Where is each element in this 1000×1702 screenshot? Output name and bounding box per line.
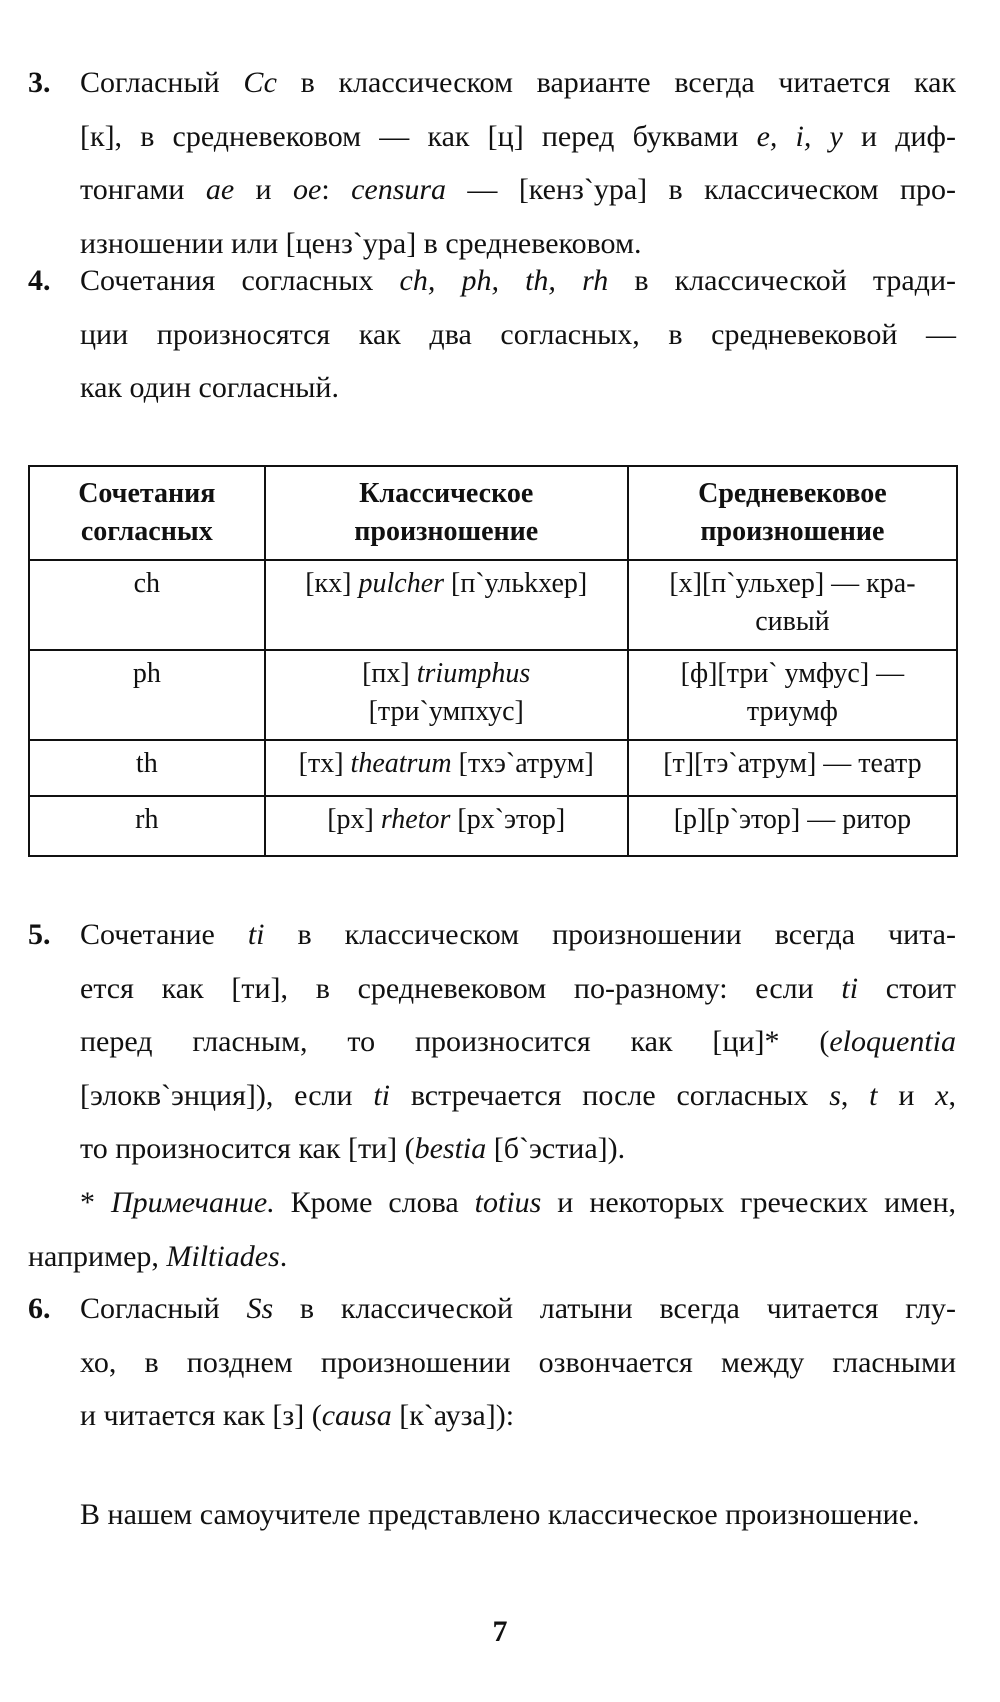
table-row [29, 796, 957, 856]
text-line: то произносится как [ти] (bestia [б`эстиа]). [80, 1132, 626, 1165]
footnote: * Примечание. Кроме слова totius и некоторых греческих имен, например, Miltiades. [28, 1186, 956, 1273]
combo-cell: rh [29, 796, 265, 856]
classic-cell: [тх] theatrum [тхэ`атрум] [265, 740, 628, 796]
header-medieval: Средневековое произношение [628, 466, 957, 560]
rule-number: 3. [28, 66, 51, 99]
rule-number: 6. [28, 1292, 51, 1325]
text-line: как один согласный. [80, 371, 339, 404]
table-row [29, 740, 957, 796]
rule-text [80, 1282, 956, 1443]
table-row [29, 650, 957, 740]
text-line: Сочетания согласных ch, ph, th, rh в классической тради- [80, 264, 956, 297]
conclusion-paragraph: В нашем самоучителе представлено классическое произношение. [80, 1498, 920, 1531]
combo-cell: ch [29, 560, 265, 650]
rule-text [80, 908, 956, 1176]
header-combinations: Сочетания согласных [29, 466, 265, 560]
table-header-row [29, 466, 957, 560]
table-row [29, 560, 957, 650]
medieval-cell: [т][тэ`атрум] — театр [628, 740, 957, 796]
rule-6 [28, 1282, 956, 1443]
classic-cell: [кх] pulcher [п`ульkхер] [265, 560, 628, 650]
text-line: ется как [ти], в средневековом по-разному: если ti стоит [80, 971, 956, 1005]
rule-4 [28, 254, 956, 415]
rule-3 [28, 56, 956, 270]
header-classic: Классическое произношение [265, 466, 628, 560]
medieval-cell: [р][р`этор] — ритор [628, 796, 957, 856]
text-line: Согласный Сс в классическом варианте всегда читается как [80, 66, 956, 99]
rule-number: 4. [28, 264, 51, 297]
consonant-table [28, 465, 958, 857]
text-line: ции произносятся как два согласных, в средневековой — [80, 317, 956, 351]
page-number: 7 [492, 1615, 508, 1648]
rule-text [80, 254, 956, 415]
medieval-cell: [ф][три` умфус] — триумф [628, 650, 957, 740]
rule-number: 5. [28, 918, 51, 951]
rule-text [80, 56, 956, 270]
text-line: тонгами ae и oe: censura — [кенз`ура] в классическом про- [80, 173, 957, 206]
combo-cell: ph [29, 650, 265, 740]
classic-cell: [рх] rhetor [рх`этор] [265, 796, 628, 856]
text-line: и читается как [з] (causa [к`ауза]): [80, 1399, 515, 1432]
text-line: [к], в средневековом — как [ц] перед буквами e, i, y и диф- [80, 119, 956, 153]
text-line: [элокв`энция]), если ti встречается после согласных s, t и x, [80, 1078, 956, 1112]
text-line: хо, в позднем произношении озвончается между гласными [80, 1345, 956, 1379]
classic-cell: [пх] triumphus [три`умпхус] [265, 650, 628, 740]
text-line: Сочетание ti в классическом произношении всегда чита- [80, 918, 956, 951]
rule-5 [28, 908, 956, 1176]
text-line: Согласный Ss в классической латыни всегда читается глу- [80, 1292, 956, 1325]
text-line: перед гласным, то произносится как [ци]* (eloquentia [80, 1025, 956, 1058]
text-line: изношении или [ценз`ура] в средневековом. [80, 226, 642, 260]
medieval-cell: [х][п`ульхер] — кра-сивый [628, 560, 957, 650]
combo-cell: th [29, 740, 265, 796]
